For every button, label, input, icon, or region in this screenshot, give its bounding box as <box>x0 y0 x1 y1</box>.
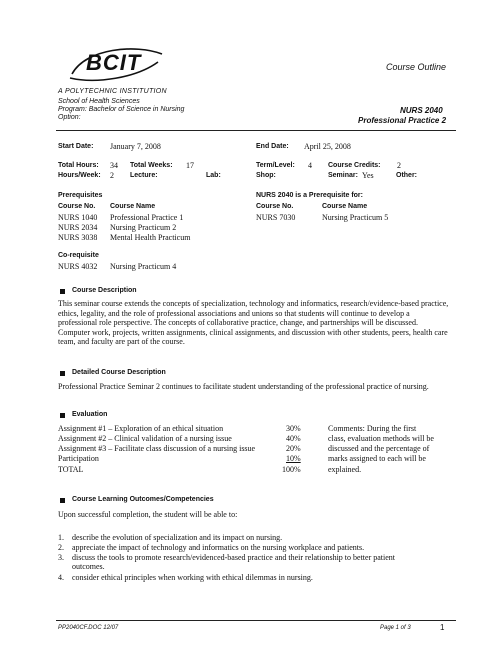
corequisite-heading: Co-requisite <box>58 252 99 259</box>
outcome-3-text-line-1: discuss the tools to promote research/evidenced-based practice and their relationship to better patient <box>72 553 395 562</box>
prereq-row-1-no: NURS 1040 <box>58 213 98 222</box>
evaluation-heading: Evaluation <box>72 411 108 418</box>
outcomes-intro: Upon successful completion, the student will be able to: <box>58 510 238 519</box>
option-label: Option: <box>58 114 81 121</box>
lab-label: Lab: <box>206 172 221 179</box>
outcome-1-number: 1. <box>58 533 64 542</box>
evaluation-total-item: TOTAL <box>58 465 84 474</box>
start-date-label: Start Date: <box>58 143 94 150</box>
prereq-for-row-1-name: Nursing Practicum 5 <box>322 213 389 222</box>
credits-value: 2 <box>397 161 401 170</box>
institution-tagline: A POLYTECHNIC INSTITUTION <box>58 88 167 95</box>
prerequisites-heading: Prerequisites <box>58 192 103 199</box>
detailed-description-bullet <box>60 371 65 376</box>
total-hours-value: 34 <box>110 161 118 170</box>
end-date-label: End Date: <box>256 143 289 150</box>
evaluation-row-3-pct: 20% <box>286 444 301 453</box>
hours-week-label: Hours/Week: <box>58 172 101 179</box>
prereq-row-3-no: NURS 3038 <box>58 233 98 242</box>
other-label: Other: <box>396 172 417 179</box>
evaluation-comment-line-5: explained. <box>328 465 362 474</box>
term-label: Term/Level: <box>256 162 295 169</box>
outcome-4-text: consider ethical principles when working with ethical dilemmas in nursing. <box>72 573 313 582</box>
detailed-description-text: Professional Practice Seminar 2 continues to facilitate student understanding of the professional practice of nursing. <box>58 382 429 391</box>
footer-divider <box>56 620 456 621</box>
evaluation-row-3-item: Assignment #3 – Facilitate class discussion of a nursing issue <box>58 444 256 453</box>
evaluation-row-4-pct: 10% <box>286 454 301 463</box>
outcome-2-text: appreciate the impact of technology and informatics on the nursing workplace and patients. <box>72 543 365 552</box>
end-date-value: April 25, 2008 <box>304 142 351 151</box>
total-weeks-label: Total Weeks: <box>130 162 173 169</box>
outcome-4-number: 4. <box>58 573 64 582</box>
evaluation-comment-line-3: discussed and the percentage of <box>328 444 430 453</box>
outcome-3-text-line-2: outcomes. <box>72 562 105 571</box>
evaluation-row-1-pct: 30% <box>286 424 301 433</box>
course-code: NURS 2040 <box>400 106 443 115</box>
course-description-text: This seminar course extends the concepts of specialization, technology and informatics, research/evidence-based practice, ethics, legality, and the role of professional associations and unions so that students will continue to develop a professional role perspective. The concepts of collaborative practice, change, and partnerships will be discussed. Computer work, projects, written assignments, clinical assignments, and discussion with other students, peers, health care team, and faculty are part of the course. <box>58 299 449 347</box>
school-name: School of Health Sciences <box>58 98 140 105</box>
evaluation-row-4-item: Participation <box>58 454 99 463</box>
prereq-for-heading: NURS 2040 is a Prerequisite for: <box>256 192 363 199</box>
document-type: Course Outline <box>386 62 447 72</box>
prereq-row-1-name: Professional Practice 1 <box>110 213 184 222</box>
evaluation-row-1-item: Assignment #1 – Exploration of an ethical situation <box>58 424 224 433</box>
evaluation-row-2-item: Assignment #2 – Clinical validation of a nursing issue <box>58 434 232 443</box>
lecture-label: Lecture: <box>130 172 158 179</box>
outcomes-bullet <box>60 498 65 503</box>
footer-page-number: 1 <box>440 623 445 632</box>
hours-week-value: 2 <box>110 171 114 180</box>
evaluation-bullet <box>60 413 65 418</box>
shop-label: Shop: <box>256 172 276 179</box>
seminar-value: Yes <box>362 171 374 180</box>
seminar-label: Seminar: <box>328 172 358 179</box>
evaluation-comment-line-2: class, evaluation methods will be <box>328 434 434 443</box>
evaluation-comment-line-4: marks assigned to each will be <box>328 454 426 463</box>
credits-label: Course Credits: <box>328 162 381 169</box>
evaluation-total-pct: 100% <box>282 465 301 474</box>
header-divider <box>56 130 456 131</box>
course-description-bullet <box>60 289 65 294</box>
course-description-heading: Course Description <box>72 287 137 294</box>
start-date-value: January 7, 2008 <box>110 142 161 151</box>
coreq-course-name: Nursing Practicum 4 <box>110 262 177 271</box>
bcit-logo-text: BCIT <box>86 50 142 75</box>
footer-filename: PP2040CF.DOC 12/07 <box>58 625 119 631</box>
prereq-row-2-no: NURS 2034 <box>58 223 98 232</box>
total-hours-label: Total Hours: <box>58 162 99 169</box>
evaluation-comment-line-1: Comments: During the first <box>328 424 417 433</box>
prereq-for-row-1-no: NURS 7030 <box>256 213 296 222</box>
prereq-col-course-name: Course Name <box>110 203 156 210</box>
outcome-3-number: 3. <box>58 553 64 562</box>
detailed-description-heading: Detailed Course Description <box>72 369 166 376</box>
coreq-course-no: NURS 4032 <box>58 262 98 271</box>
outcomes-heading: Course Learning Outcomes/Competencies <box>72 496 214 503</box>
prereq-for-col-course-name: Course Name <box>322 203 368 210</box>
footer-page-label: Page 1 of 3 <box>380 625 411 631</box>
term-value: 4 <box>308 161 312 170</box>
evaluation-row-2-pct: 40% <box>286 434 301 443</box>
outcome-1-text: describe the evolution of specialization and its impact on nursing. <box>72 533 283 542</box>
outcome-2-number: 2. <box>58 543 64 552</box>
prereq-for-col-course-no: Course No. <box>256 203 294 210</box>
course-title: Professional Practice 2 <box>358 116 447 125</box>
prereq-row-3-name: Mental Health Practicum <box>110 233 191 242</box>
prereq-row-2-name: Nursing Practicum 2 <box>110 223 177 232</box>
program-name: Program: Bachelor of Science in Nursing <box>58 106 185 113</box>
prereq-col-course-no: Course No. <box>58 203 96 210</box>
total-weeks-value: 17 <box>186 161 194 170</box>
